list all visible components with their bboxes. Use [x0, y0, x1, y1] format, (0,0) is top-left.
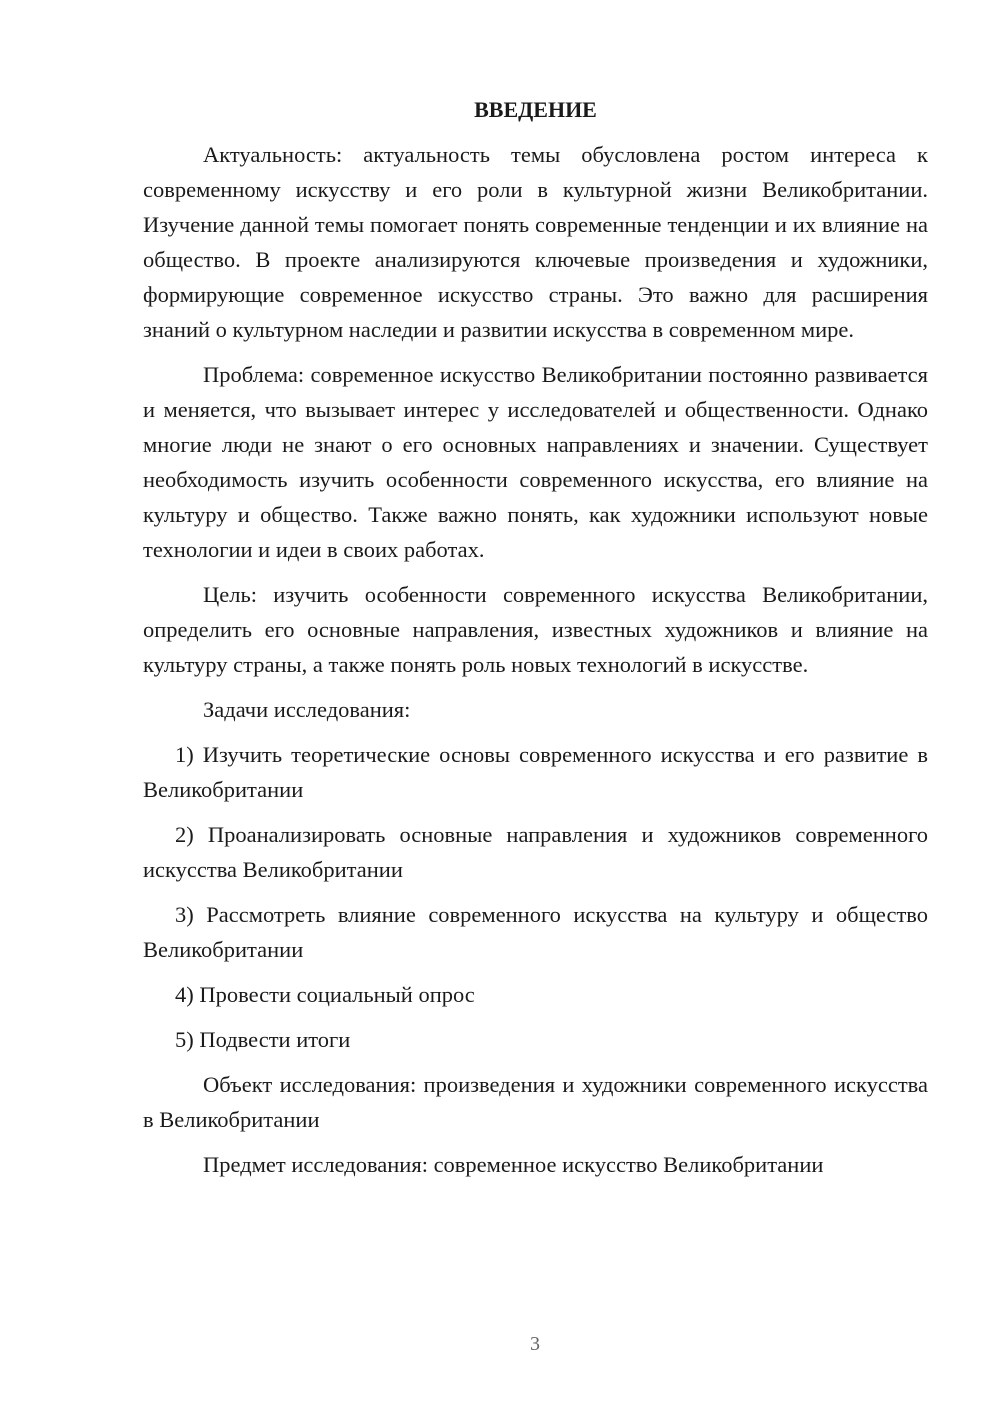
task-item-5: 5) Подвести итоги: [175, 1027, 351, 1052]
subject-paragraph: Предмет исследования: современное искусство Великобритании: [203, 1152, 824, 1177]
page-number: 3: [530, 1333, 540, 1355]
page-content: [143, 92, 928, 1192]
task-item-1: 1) Изучить теоретические основы современного искусства и его развитие в Великобритании: [143, 742, 928, 802]
problem-paragraph: Проблема: современное искусство Великобритании постоянно развивается и меняется, что вызывает интерес у исследователей и общественности. Однако многие люди не знают о его основных направлениях и значении. Существует необходимость изучить особенности современного искусства, его влияние на культуру и общество. Также важно понять, как художники используют новые технологии и идеи в своих работах.: [143, 362, 928, 562]
task-item-4: 4) Провести социальный опрос: [175, 982, 475, 1007]
task-item-3: 3) Рассмотреть влияние современного искусства на культуру и общество Великобритании: [143, 902, 928, 962]
task-item-2: 2) Проанализировать основные направления и художников современного искусства Великобритании: [143, 822, 928, 882]
goal-paragraph: Цель: изучить особенности современного искусства Великобритании, определить его основные направления, известных художников и влияние на культуру страны, а также понять роль новых технологий в искусстве.: [143, 582, 928, 677]
relevance-paragraph: Актуальность: актуальность темы обусловлена ростом интереса к современному искусству и его роли в культурной жизни Великобритании. Изучение данной темы помогает понять современные тенденции и их влияние на общество. В проекте анализируются ключевые произведения и художники, формирующие современное искусство страны. Это важно для расширения знаний о культурном наследии и развитии искусства в современном мире.: [143, 142, 928, 342]
tasks-heading: Задачи исследования:: [203, 697, 411, 722]
page-title: ВВЕДЕНИЕ: [474, 97, 597, 122]
object-paragraph: Объект исследования: произведения и художники современного искусства в Великобритании: [143, 1072, 928, 1132]
